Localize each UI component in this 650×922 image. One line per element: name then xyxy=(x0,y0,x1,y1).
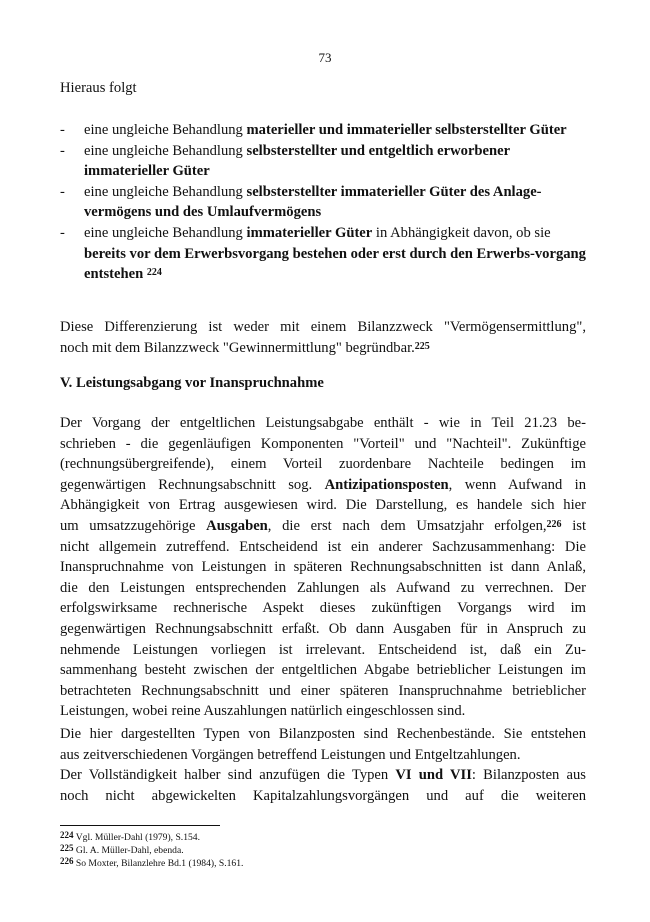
text-line: betrachteten Rechnungsabschnitt und einer späteren Inanspruchnahme betrieblicher xyxy=(60,682,586,699)
list-dash: - xyxy=(60,122,65,138)
text-line xyxy=(60,475,586,496)
list-item-emphasis: immaterieller Güter xyxy=(246,224,373,241)
paragraph-differenzierung xyxy=(60,317,586,358)
text-segment: : Bilanzposten aus xyxy=(471,767,586,784)
list-item-emphasis: bereits vor dem Erwerbsvorgang bestehen oder erst durch den Erwerbs-vorgang entstehen xyxy=(84,245,586,283)
text-line: schrieben - die gegenläufigen Komponenten "Vorteil" und "Nachteil". Zukünftige xyxy=(60,435,586,452)
footnote-ref[interactable]: 226 xyxy=(546,518,562,530)
bullet-list xyxy=(60,120,586,285)
text-line: sammenhang besteht zwischen der entgeltlichen Abgabe betrieblicher Leistungen im xyxy=(60,662,586,679)
text-line xyxy=(60,516,586,537)
text-line: Die hier dargestellten Typen von Bilanzposten sind Rechenbestände. Sie entstehen xyxy=(60,726,586,742)
footnote-number: 225 xyxy=(60,843,74,853)
text-emphasis: Ausgaben xyxy=(206,517,268,534)
list-dash: - xyxy=(60,224,65,241)
footnote xyxy=(60,830,586,843)
list-item-emphasis: materieller und immaterieller selbsterstellter Güter xyxy=(246,122,567,138)
list-dash: - xyxy=(60,183,65,200)
text-emphasis: VI und VII xyxy=(395,767,472,784)
text-segment: , die erst nach dem Umsatzjahr erfolgen, xyxy=(267,517,547,534)
footnote-text: Vgl. Müller-Dahl (1979), S.154. xyxy=(75,832,200,843)
list-item-text: eine ungleiche Behandlung xyxy=(84,224,247,241)
list-item-text: eine ungleiche Behandlung xyxy=(84,183,247,200)
text-segment: noch mit dem Bilanzzweck "Gewinnermittlung" begründbar. xyxy=(60,339,415,356)
list-item xyxy=(60,141,586,182)
list-item-text: in Abhängigkeit davon, ob sie xyxy=(372,224,551,241)
list-item-text: eine ungleiche Behandlung xyxy=(84,142,247,159)
text-line: aus zeitverschiedenen Vorgängen betreffend Leistungen und Entgeltzahlungen. xyxy=(60,746,521,763)
text-line xyxy=(60,765,586,786)
text-line: Der Vorgang der entgeltlichen Leistungsabgabe enthält - wie in Teil 21.23 be- xyxy=(60,415,586,431)
text-emphasis: Antizipationsposten xyxy=(324,476,449,493)
text-line: gegenwärtigen Rechnungsabschnitt erfaßt. Ob dann Ausgaben für in Anspruch zu xyxy=(60,620,586,637)
footnote-ref[interactable]: 224 xyxy=(146,267,162,279)
text-segment: um umsatzzugehörige xyxy=(60,517,207,534)
list-item xyxy=(60,120,586,141)
list-item xyxy=(60,182,586,223)
footnotes xyxy=(60,830,586,869)
text-line: Diese Differenzierung ist weder mit einem Bilanzzweck "Vermögensermittlung", xyxy=(60,319,586,335)
footnote-text: So Moxter, Bilanzlehre Bd.1 (1984), S.161. xyxy=(75,858,244,869)
text-line: (rechnungsübergreifende), einem Vorteil zuordenbare Nachteile bedingen im xyxy=(60,456,586,473)
text-segment: gegenwärtigen Rechnungsabschnitt sog. xyxy=(60,476,325,493)
text-line: erfolgswirksame rechnerische Aspekt dieses zukünftigen Vorgangs wird im xyxy=(60,600,586,617)
text-line: nehmende Leistungen vorliegen ist irrelevant. Entscheidend ist, daß ein Zu- xyxy=(60,641,586,658)
list-dash: - xyxy=(60,142,65,159)
text-line: Inanspruchnahme von Leistungen in späteren Rechnungsabschnitten ist dann Anlaß, xyxy=(60,559,586,576)
text-line: noch nicht abgewickelten Kapitalzahlungsvorgängen und auf die weiteren xyxy=(60,787,586,804)
paragraph-leistungsabgang xyxy=(60,413,586,722)
footnote-ref[interactable]: 225 xyxy=(414,340,430,352)
footnote-divider xyxy=(60,825,220,826)
list-item xyxy=(60,223,586,285)
footnote xyxy=(60,843,586,856)
list-item-text: eine ungleiche Behandlung xyxy=(84,122,247,138)
page-number: 73 xyxy=(318,50,332,65)
list-item-emphasis: selbsterstellter immaterieller Güter des Anlage-vermögens und des Umlaufvermögens xyxy=(84,183,542,221)
text-segment: ist xyxy=(561,517,586,534)
text-line: die den Leistungen entsprechenden Zahlungen als Aufwand zu verrechnen. Der xyxy=(60,579,586,596)
list-item-emphasis: selbsterstellter und entgeltlich erworbener immaterieller Güter xyxy=(84,142,510,180)
section-heading: V. Leistungsabgang vor Inanspruchnahme xyxy=(60,375,324,391)
text-line xyxy=(60,338,586,359)
text-segment: Der Vollständigkeit halber sind anzufügen die Typen xyxy=(60,767,396,784)
text-segment: , wenn Aufwand in xyxy=(448,476,587,493)
text-line: Leistungen, wobei reine Auszahlungen natürlich eingeschlossen sind. xyxy=(60,703,466,720)
intro-text: Hieraus folgt xyxy=(60,80,137,96)
footnote-number: 224 xyxy=(60,830,74,840)
footnote xyxy=(60,856,586,869)
footnote-number: 226 xyxy=(60,856,74,866)
text-line: nicht allgemein zutreffend. Entscheidend ist ein anderer Sachzusammenhang: Die xyxy=(60,538,586,555)
text-line: Abhängigkeit von Ertrag ausgewiesen wird. Die Darstellung, es handele sich hier xyxy=(60,497,586,514)
footnote-text: Gl. A. Müller-Dahl, ebenda. xyxy=(75,845,184,856)
paragraph-rechenbestaende xyxy=(60,724,586,806)
